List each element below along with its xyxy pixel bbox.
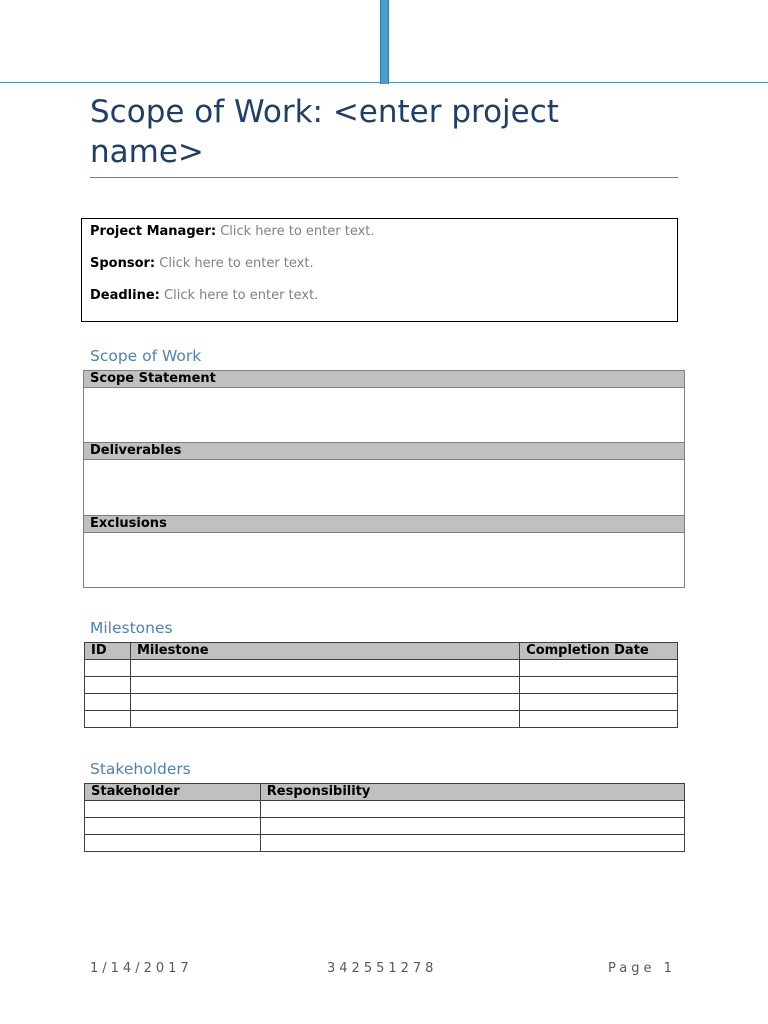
- stakeholders-heading: Stakeholders: [90, 760, 191, 778]
- table-cell[interactable]: [260, 835, 684, 852]
- project-manager-row: [90, 224, 375, 239]
- table-cell[interactable]: [85, 711, 131, 728]
- table-cell[interactable]: [130, 660, 519, 677]
- deadline-row: [90, 288, 318, 303]
- table-cell[interactable]: [85, 818, 261, 835]
- exclusions-header: Exclusions: [84, 516, 684, 533]
- table-row: [85, 801, 685, 818]
- table-row: [85, 694, 678, 711]
- header-accent-bar: [380, 0, 389, 84]
- scope-table: [83, 370, 685, 588]
- footer-page-number: Page 1: [608, 961, 676, 976]
- sponsor-row: [90, 256, 314, 271]
- stakeholders-header-row: [85, 784, 685, 801]
- deliverables-cell[interactable]: [84, 460, 684, 515]
- table-row: [85, 677, 678, 694]
- stakeholders-table: [84, 783, 685, 852]
- table-row: [85, 835, 685, 852]
- table-cell[interactable]: [260, 818, 684, 835]
- stakeholders-col-responsibility: Responsibility: [260, 784, 684, 801]
- milestones-heading: Milestones: [90, 619, 173, 637]
- exclusions-block: [84, 516, 684, 588]
- project-info-box: [81, 218, 678, 322]
- table-cell[interactable]: [85, 694, 131, 711]
- sponsor-label: Sponsor:: [90, 256, 156, 271]
- scope-statement-cell[interactable]: [84, 388, 684, 442]
- table-cell[interactable]: [85, 660, 131, 677]
- title-underline: [90, 177, 678, 178]
- table-row: [85, 711, 678, 728]
- scope-heading: Scope of Work: [90, 347, 202, 365]
- footer-doc-id: 342551278: [327, 961, 438, 976]
- table-cell[interactable]: [130, 677, 519, 694]
- table-cell[interactable]: [130, 694, 519, 711]
- table-cell[interactable]: [520, 711, 678, 728]
- table-cell[interactable]: [85, 801, 261, 818]
- milestones-col-date: Completion Date: [520, 643, 678, 660]
- table-cell[interactable]: [260, 801, 684, 818]
- table-cell[interactable]: [520, 660, 678, 677]
- deadline-field[interactable]: Click here to enter text.: [164, 288, 319, 303]
- table-row: [85, 660, 678, 677]
- project-manager-field[interactable]: Click here to enter text.: [220, 224, 375, 239]
- footer-date: 1/14/2017: [90, 961, 193, 976]
- table-cell[interactable]: [130, 711, 519, 728]
- table-cell[interactable]: [520, 677, 678, 694]
- sponsor-field[interactable]: Click here to enter text.: [159, 256, 314, 271]
- exclusions-cell[interactable]: [84, 533, 684, 587]
- project-manager-label: Project Manager:: [90, 224, 217, 239]
- milestones-col-id: ID: [85, 643, 131, 660]
- stakeholders-col-stakeholder: Stakeholder: [85, 784, 261, 801]
- table-cell[interactable]: [85, 677, 131, 694]
- scope-statement-header: Scope Statement: [84, 371, 684, 388]
- scope-statement-block: [84, 371, 684, 443]
- document-title[interactable]: Scope of Work: <enter project name>: [90, 94, 559, 170]
- milestones-header-row: [85, 643, 678, 660]
- table-cell[interactable]: [520, 694, 678, 711]
- table-row: [85, 818, 685, 835]
- deliverables-header: Deliverables: [84, 443, 684, 460]
- table-cell[interactable]: [85, 835, 261, 852]
- milestones-table: [84, 642, 678, 728]
- deadline-label: Deadline:: [90, 288, 160, 303]
- milestones-col-milestone: Milestone: [130, 643, 519, 660]
- deliverables-block: [84, 443, 684, 516]
